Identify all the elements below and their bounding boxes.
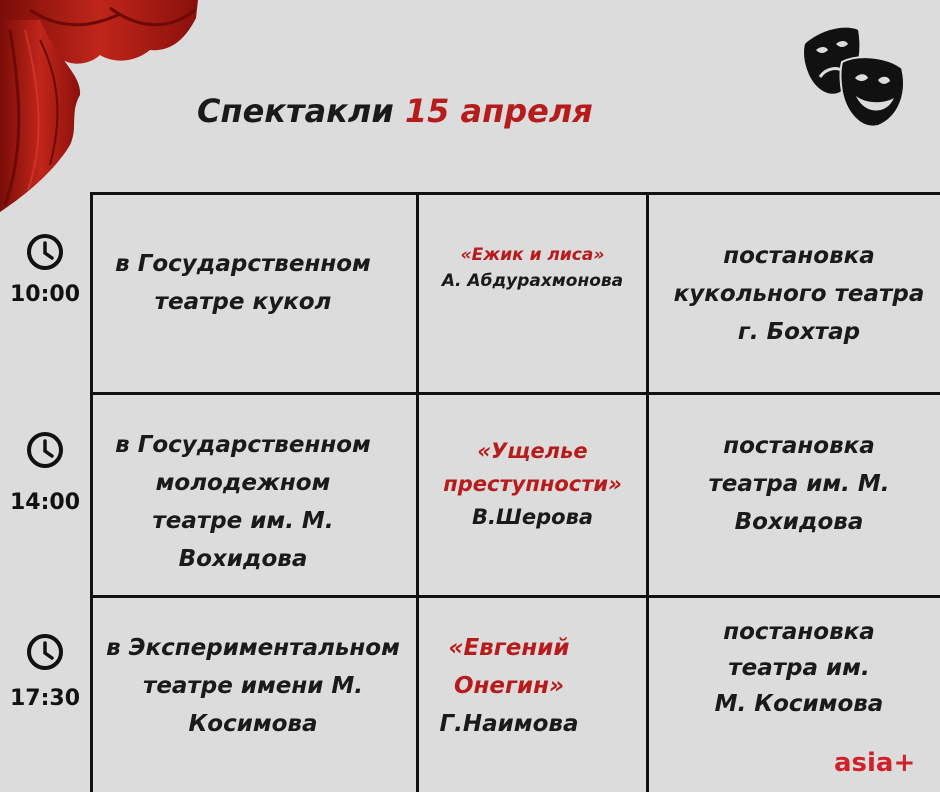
- production-cell: [649, 236, 940, 352]
- grid-line: [90, 595, 940, 598]
- venue-line: в Экспериментальном: [106, 635, 400, 661]
- play-cell: [419, 434, 646, 534]
- time-slot-3: [0, 632, 90, 711]
- venue-line: театре им. М.: [152, 508, 334, 534]
- title-prefix: Спектакли: [197, 92, 394, 130]
- time-label: 17:30: [9, 686, 81, 711]
- brand-logo: asia+: [834, 748, 916, 778]
- production-line: театра им.: [728, 655, 870, 681]
- production-line: постановка: [723, 433, 875, 459]
- production-line: театра им. М.: [708, 471, 890, 497]
- play-title: «Евгений: [448, 635, 570, 661]
- page-title: [197, 92, 593, 130]
- venue-line: в Государственном: [115, 432, 371, 458]
- production-cell: [649, 610, 940, 726]
- play-cell: [419, 628, 599, 744]
- venue-line: Вохидова: [178, 546, 308, 572]
- curtain-decoration: [0, 0, 200, 215]
- venue-cell: [93, 628, 413, 744]
- production-line: кукольного театра: [673, 281, 925, 307]
- venue-line: в Государственном: [115, 251, 371, 277]
- title-date: 15 апреля: [404, 92, 593, 130]
- play-cell: [419, 238, 646, 298]
- play-author: В.Шерова: [471, 504, 594, 529]
- schedule-table: [90, 192, 940, 792]
- play-author: Г.Наимова: [439, 711, 579, 737]
- venue-cell: [93, 228, 393, 338]
- clock-icon: [25, 232, 65, 272]
- time-label: 10:00: [9, 282, 81, 307]
- production-line: постановка: [723, 619, 875, 645]
- theatre-masks-icon: [800, 22, 910, 132]
- play-title: преступности»: [443, 471, 622, 496]
- play-title: «Ущелье: [477, 438, 588, 463]
- production-cell: [649, 426, 940, 542]
- grid-line: [90, 392, 940, 395]
- production-line: М. Косимова: [714, 691, 884, 717]
- play-author: А. Абдурахмонова: [441, 271, 624, 291]
- clock-icon: [25, 632, 65, 672]
- time-label: 14:00: [9, 490, 81, 515]
- grid-line: [90, 192, 940, 195]
- production-line: г. Бохтар: [737, 319, 861, 345]
- play-title: Онегин»: [453, 673, 564, 699]
- venue-line: театре кукол: [154, 289, 332, 315]
- venue-line: театре имени М.: [142, 673, 363, 699]
- time-slot-2: [0, 430, 90, 515]
- time-slot-1: [0, 232, 90, 307]
- venue-line: Косимова: [188, 711, 318, 737]
- venue-line: молодежном: [155, 470, 331, 496]
- venue-cell: [93, 424, 393, 580]
- play-title: «Ежик и лиса»: [460, 245, 605, 265]
- clock-icon: [25, 430, 65, 470]
- production-line: постановка: [723, 243, 875, 269]
- production-line: Вохидова: [734, 509, 864, 535]
